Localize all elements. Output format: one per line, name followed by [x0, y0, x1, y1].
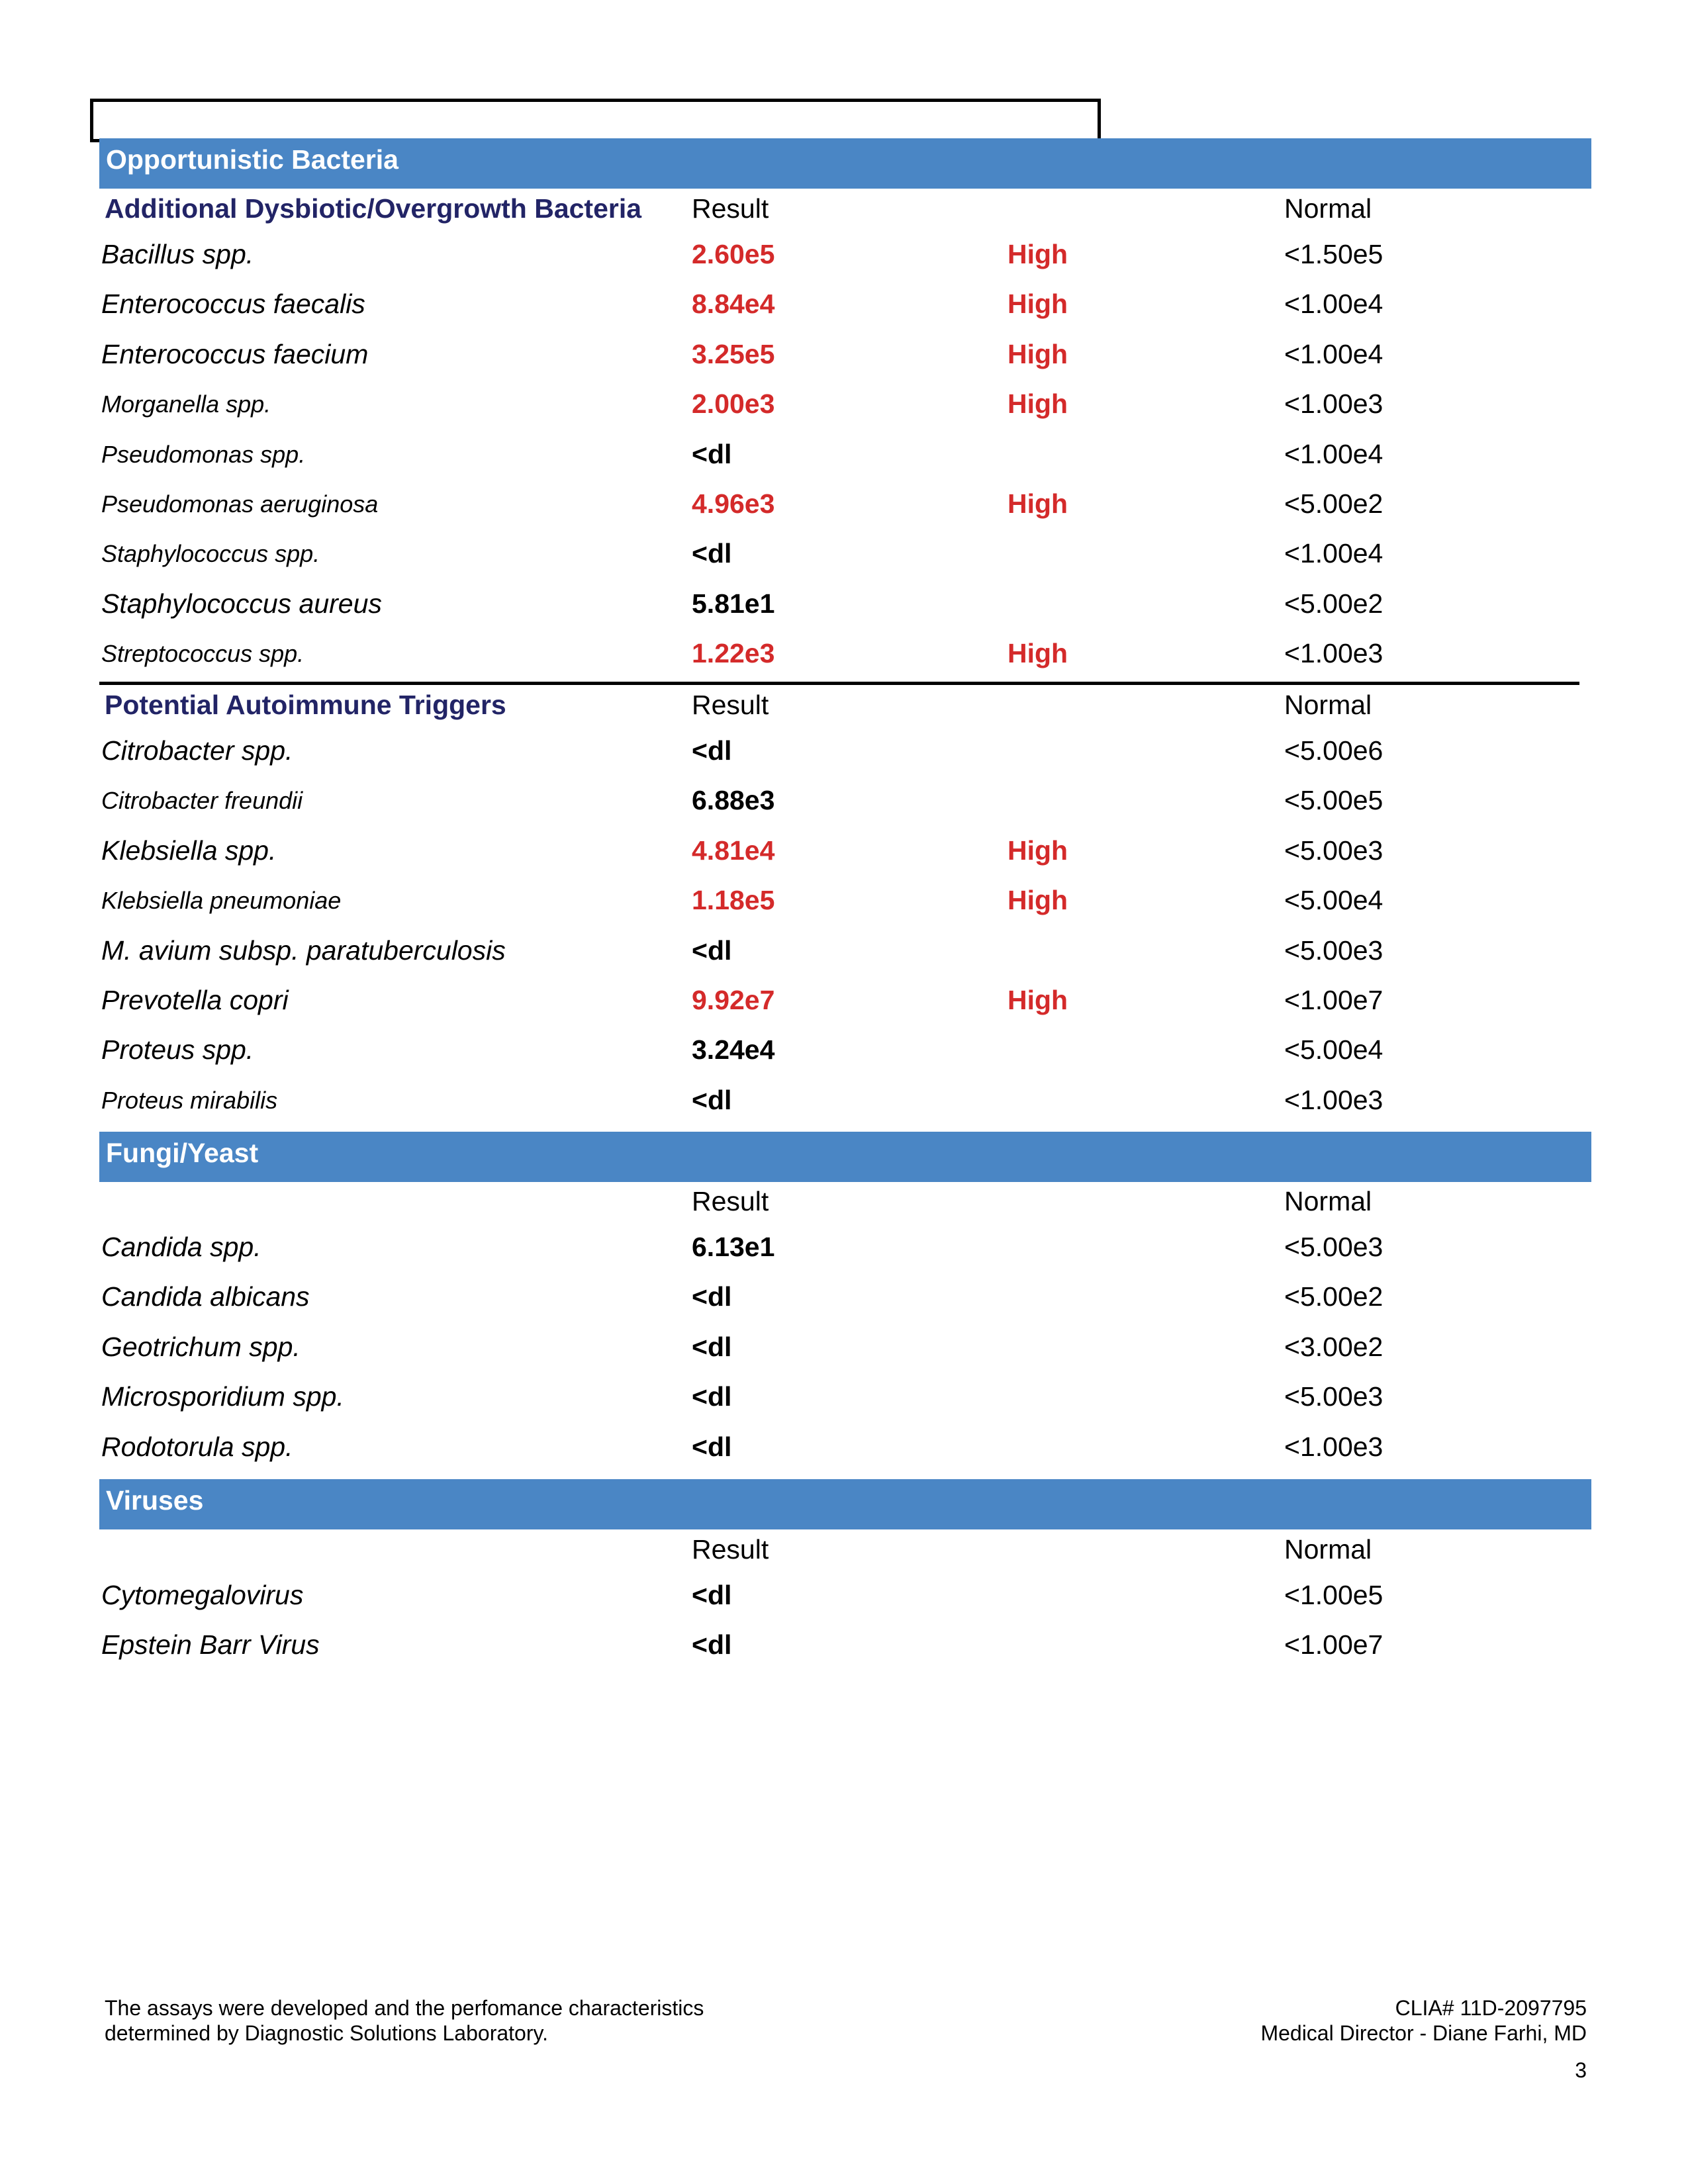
table-header-fungi [0, 1185, 1688, 1218]
section-band-viruses [99, 1479, 1591, 1529]
normal-range: <1.00e4 [1284, 438, 1383, 469]
normal-range: <1.00e3 [1284, 1431, 1383, 1462]
normal-range: <1.00e4 [1284, 338, 1383, 369]
organism-name: Rodotorula spp. [101, 1431, 293, 1462]
organism-name: Prevotella copri [101, 985, 289, 1015]
table-row [0, 1422, 1688, 1472]
normal-range: <5.00e4 [1284, 885, 1383, 916]
result-value: <dl [692, 1084, 732, 1115]
organism-name: Cytomegalovirus [101, 1580, 304, 1610]
table-row [0, 430, 1688, 479]
blank-header-box [90, 99, 1101, 142]
organism-name: Enterococcus faecium [101, 338, 369, 369]
table-row [0, 1620, 1688, 1670]
table-row [0, 579, 1688, 629]
result-value: 3.25e5 [692, 338, 775, 369]
result-value: 9.92e7 [692, 985, 775, 1015]
result-column-header: Result [692, 193, 769, 224]
section-band-opportunistic [99, 138, 1591, 189]
normal-range: <1.00e3 [1284, 1084, 1383, 1115]
result-value: 2.60e5 [692, 239, 775, 269]
table-row [0, 279, 1688, 329]
page-number: 3 [1575, 2058, 1587, 2082]
result-value: 1.22e3 [692, 638, 775, 669]
high-flag: High [1008, 985, 1068, 1015]
result-value: 1.18e5 [692, 885, 775, 916]
table-row [0, 1372, 1688, 1422]
normal-range: <1.00e4 [1284, 289, 1383, 320]
high-flag: High [1008, 388, 1068, 420]
result-column-header: Result [692, 1186, 769, 1216]
result-value: <dl [692, 1580, 732, 1610]
organism-name: Geotrichum spp. [101, 1331, 301, 1362]
result-value: 6.88e3 [692, 785, 775, 816]
high-flag: High [1008, 835, 1068, 866]
table-header-dysbiotic [0, 192, 1688, 225]
high-flag: High [1008, 488, 1068, 519]
high-flag: High [1008, 289, 1068, 320]
result-value: 4.81e4 [692, 835, 775, 866]
table-row [0, 1272, 1688, 1322]
organism-name: Proteus mirabilis [101, 1086, 278, 1114]
table-row [0, 976, 1688, 1025]
subsection-title: Potential Autoimmune Triggers [105, 690, 506, 720]
result-value: 6.13e1 [692, 1232, 775, 1262]
result-value: <dl [692, 1381, 732, 1412]
high-flag: High [1008, 885, 1068, 916]
organism-name: Pseudomonas spp. [101, 440, 306, 468]
result-value: <dl [692, 538, 732, 569]
high-flag: High [1008, 239, 1068, 269]
normal-range: <5.00e3 [1284, 934, 1383, 966]
organism-name: Microsporidium spp. [101, 1381, 344, 1412]
normal-range: <5.00e6 [1284, 735, 1383, 766]
organism-name: Citrobacter spp. [101, 735, 293, 766]
table-row [0, 379, 1688, 429]
organism-name: Staphylococcus spp. [101, 540, 320, 568]
section-divider [99, 682, 1579, 685]
table-row [0, 1075, 1688, 1125]
table-row [0, 876, 1688, 925]
table-row [0, 230, 1688, 279]
result-value: <dl [692, 1331, 732, 1362]
result-value: 5.81e1 [692, 588, 775, 619]
organism-name: Citrobacter freundii [101, 787, 303, 815]
organism-name: Staphylococcus aureus [101, 588, 382, 619]
section-band-fungi [99, 1132, 1591, 1182]
organism-name: Enterococcus faecalis [101, 289, 365, 320]
table-row [0, 330, 1688, 379]
normal-range: <1.00e3 [1284, 388, 1383, 420]
result-column-header: Result [692, 690, 769, 720]
table-row [0, 926, 1688, 976]
result-value: <dl [692, 438, 732, 469]
normal-range: <1.50e5 [1284, 239, 1383, 269]
table-row [0, 776, 1688, 825]
normal-range: <5.00e5 [1284, 785, 1383, 816]
result-value: <dl [692, 735, 732, 766]
section-title: Viruses [106, 1485, 204, 1516]
organism-name: Candida spp. [101, 1232, 261, 1262]
organism-name: M. avium subsp. paratuberculosis [101, 934, 506, 966]
table-row [0, 1222, 1688, 1272]
table-header-autoimmune [0, 688, 1688, 721]
section-title: Fungi/Yeast [106, 1138, 259, 1168]
normal-range: <1.00e7 [1284, 1629, 1383, 1661]
result-value: <dl [692, 934, 732, 966]
normal-range: <5.00e3 [1284, 1232, 1383, 1262]
organism-name: Epstein Barr Virus [101, 1629, 320, 1661]
section-title: Opportunistic Bacteria [106, 144, 399, 175]
normal-range: <3.00e2 [1284, 1331, 1383, 1362]
table-row [0, 1025, 1688, 1075]
table-row [0, 1322, 1688, 1372]
normal-range: <1.00e3 [1284, 638, 1383, 669]
table-row [0, 1570, 1688, 1620]
result-value: <dl [692, 1431, 732, 1462]
normal-range: <5.00e3 [1284, 835, 1383, 866]
result-value: <dl [692, 1281, 732, 1312]
footer-disclaimer-line: determined by Diagnostic Solutions Laboratory. [105, 2021, 548, 2045]
high-flag: High [1008, 638, 1068, 669]
result-value: 4.96e3 [692, 488, 775, 519]
normal-range: <5.00e2 [1284, 1281, 1383, 1312]
result-value: 2.00e3 [692, 388, 775, 420]
table-row [0, 479, 1688, 529]
result-value: 8.84e4 [692, 289, 775, 320]
normal-range: <5.00e4 [1284, 1034, 1383, 1066]
normal-range: <5.00e2 [1284, 488, 1383, 519]
clia-number: CLIA# 11D-2097795 [1395, 1996, 1587, 2020]
organism-name: Klebsiella spp. [101, 835, 277, 866]
footer-disclaimer-line: The assays were developed and the perfomance characteristics [105, 1996, 704, 2020]
organism-name: Bacillus spp. [101, 239, 254, 269]
normal-column-header: Normal [1284, 193, 1372, 224]
normal-column-header: Normal [1284, 690, 1372, 720]
organism-name: Pseudomonas aeruginosa [101, 490, 379, 518]
organism-name: Candida albicans [101, 1281, 310, 1312]
organism-name: Klebsiella pneumoniae [101, 887, 342, 915]
table-header-viruses [0, 1533, 1688, 1566]
result-value: 3.24e4 [692, 1034, 775, 1066]
normal-column-header: Normal [1284, 1186, 1372, 1216]
table-row [0, 826, 1688, 876]
high-flag: High [1008, 338, 1068, 369]
result-column-header: Result [692, 1534, 769, 1565]
organism-name: Morganella spp. [101, 390, 271, 418]
normal-range: <5.00e2 [1284, 588, 1383, 619]
medical-director: Medical Director - Diane Farhi, MD [1260, 2021, 1587, 2045]
table-row [0, 629, 1688, 678]
table-row [0, 726, 1688, 776]
subsection-title: Additional Dysbiotic/Overgrowth Bacteria [105, 193, 642, 224]
footer-disclaimer [105, 1995, 704, 2046]
table-row [0, 529, 1688, 578]
normal-range: <1.00e4 [1284, 538, 1383, 569]
organism-name: Streptococcus spp. [101, 640, 305, 668]
organism-name: Proteus spp. [101, 1034, 254, 1066]
normal-range: <1.00e7 [1284, 985, 1383, 1015]
normal-range: <5.00e3 [1284, 1381, 1383, 1412]
footer-lab-info [1260, 1995, 1587, 2046]
normal-column-header: Normal [1284, 1534, 1372, 1565]
result-value: <dl [692, 1629, 732, 1661]
normal-range: <1.00e5 [1284, 1580, 1383, 1610]
